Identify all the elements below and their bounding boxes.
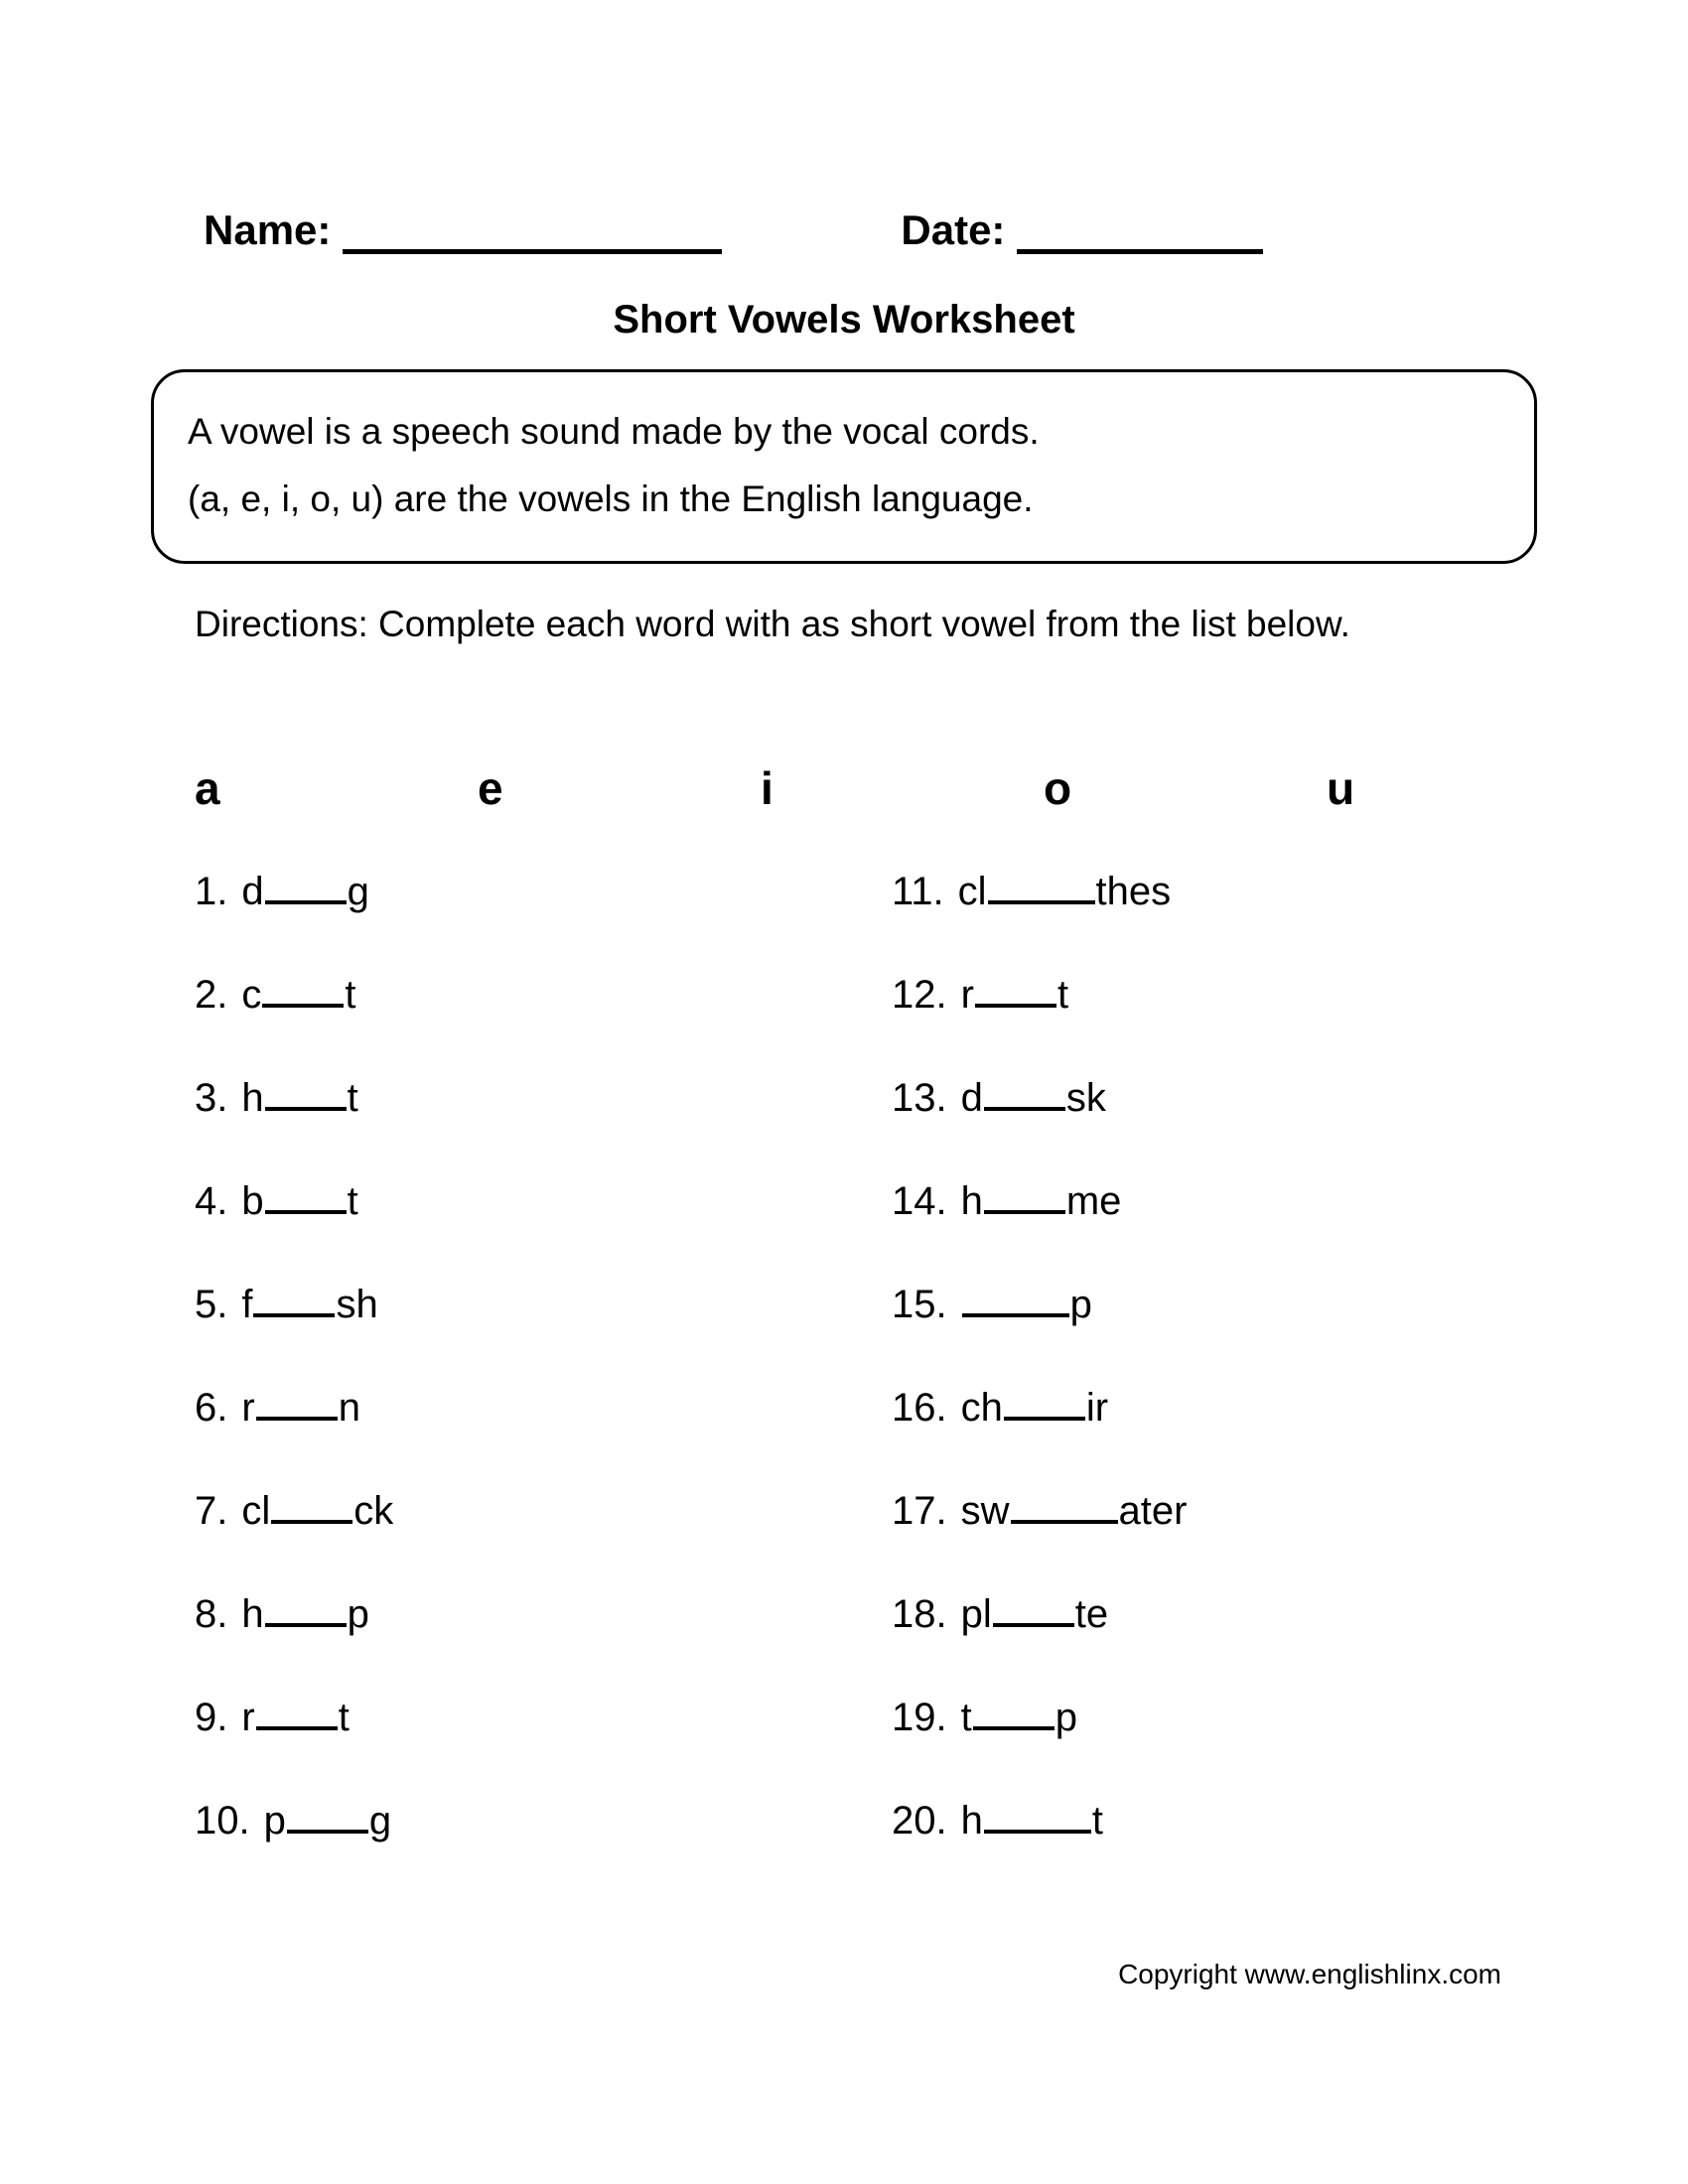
exercise-column-left: [195, 866, 810, 1898]
answer-blank[interactable]: [993, 1597, 1074, 1627]
item-number: 1.: [195, 870, 228, 913]
word-suffix: p: [347, 1592, 369, 1636]
answer-blank[interactable]: [984, 1184, 1065, 1214]
item-number: 15.: [892, 1283, 947, 1326]
word-suffix: ir: [1085, 1386, 1109, 1430]
answer-blank[interactable]: [265, 1184, 347, 1214]
word-prefix: r: [241, 1696, 255, 1739]
date-field-group: [901, 206, 1263, 254]
exercise-item: [892, 866, 1507, 969]
answer-blank[interactable]: [253, 1288, 335, 1317]
item-number: 7.: [195, 1489, 228, 1533]
item-number: 16.: [892, 1386, 947, 1430]
word-prefix: sw: [960, 1489, 1010, 1533]
word-suffix: me: [1065, 1179, 1122, 1223]
word-suffix: t: [345, 973, 356, 1017]
item-word: [961, 1795, 1103, 1846]
exercise-item: [892, 1382, 1507, 1485]
word-suffix: thes: [1095, 870, 1172, 913]
answer-blank[interactable]: [962, 1288, 1069, 1317]
word-prefix: cl: [957, 870, 987, 913]
word-suffix: t: [338, 1696, 350, 1739]
answer-blank[interactable]: [975, 978, 1056, 1008]
exercise-item: [195, 866, 810, 969]
word-prefix: h: [960, 1179, 983, 1223]
item-word: [264, 1795, 392, 1846]
answer-blank[interactable]: [988, 875, 1095, 904]
word-prefix: b: [241, 1179, 264, 1223]
word-prefix: c: [241, 973, 262, 1017]
exercise-item: [195, 1588, 810, 1692]
exercise-item: [195, 1072, 810, 1175]
name-field-group: [204, 206, 722, 254]
word-prefix: p: [263, 1799, 286, 1843]
item-word: [961, 1175, 1122, 1227]
page-title: Short Vowels Worksheet: [613, 298, 1075, 341]
word-prefix: h: [241, 1076, 264, 1120]
exercise-item: [892, 1692, 1507, 1795]
item-number: 6.: [195, 1386, 228, 1430]
word-prefix: d: [241, 870, 264, 913]
item-number: 19.: [892, 1696, 947, 1739]
answer-blank[interactable]: [256, 1701, 338, 1730]
word-suffix: g: [368, 1799, 392, 1843]
item-number: 3.: [195, 1076, 228, 1120]
item-number: 11.: [892, 870, 944, 913]
word-prefix: t: [960, 1696, 972, 1739]
item-number: 10.: [195, 1799, 250, 1843]
item-number: 20.: [892, 1799, 947, 1843]
student-info-header: [204, 195, 1504, 254]
exercise-item: [892, 1795, 1507, 1898]
exercise-item: [195, 1175, 810, 1279]
answer-blank[interactable]: [256, 1391, 338, 1421]
vowel-e: e: [478, 762, 503, 814]
directions-text: Directions: Complete each word with as short vowel from the list below.: [195, 604, 1350, 644]
exercise-item: [195, 1795, 810, 1898]
exercise-item: [195, 1692, 810, 1795]
item-number: 12.: [892, 973, 947, 1017]
word-suffix: n: [338, 1386, 360, 1430]
word-suffix: p: [1055, 1696, 1077, 1739]
item-number: 18.: [892, 1592, 947, 1636]
answer-blank[interactable]: [287, 1804, 368, 1834]
date-input-line[interactable]: [1017, 212, 1263, 254]
answer-blank[interactable]: [265, 1081, 347, 1111]
item-word: [241, 1175, 357, 1227]
item-word: [961, 1279, 1092, 1330]
word-suffix: t: [347, 1179, 358, 1223]
word-suffix: t: [347, 1076, 358, 1120]
exercise-column-right: [892, 866, 1507, 1898]
vowel-o: o: [1044, 762, 1072, 814]
item-word: [241, 1485, 393, 1537]
item-word: [961, 969, 1068, 1021]
exercise-item: [892, 1175, 1507, 1279]
item-word: [241, 1692, 349, 1743]
item-number: 4.: [195, 1179, 228, 1223]
item-word: [961, 1588, 1109, 1640]
exercise-item: [892, 969, 1507, 1072]
word-suffix: t: [1091, 1799, 1103, 1843]
answer-blank[interactable]: [973, 1701, 1055, 1730]
item-word: [961, 1485, 1188, 1537]
word-suffix: sk: [1065, 1076, 1106, 1120]
item-word: [241, 1382, 360, 1433]
word-prefix: pl: [960, 1592, 992, 1636]
item-word: [958, 866, 1172, 917]
exercise-item: [892, 1588, 1507, 1692]
exercise-item: [892, 1279, 1507, 1382]
word-prefix: ch: [960, 1386, 1003, 1430]
word-prefix: h: [960, 1799, 983, 1843]
exercise-item: [195, 969, 810, 1072]
vowel-u: u: [1327, 762, 1355, 814]
item-word: [241, 1279, 377, 1330]
word-prefix: r: [960, 973, 974, 1017]
word-prefix: d: [960, 1076, 983, 1120]
item-word: [241, 1588, 369, 1640]
item-number: 14.: [892, 1179, 947, 1223]
word-prefix: cl: [241, 1489, 271, 1533]
answer-blank[interactable]: [265, 875, 347, 904]
date-label: Date:: [901, 206, 1006, 253]
word-suffix: sh: [336, 1283, 378, 1326]
answer-blank[interactable]: [1004, 1391, 1085, 1421]
word-suffix: t: [1056, 973, 1069, 1017]
item-word: [961, 1382, 1108, 1433]
exercise-item: [195, 1279, 810, 1382]
item-word: [961, 1072, 1106, 1124]
item-word: [241, 866, 369, 917]
item-word: [961, 1692, 1077, 1743]
word-suffix: ater: [1118, 1489, 1188, 1533]
word-suffix: te: [1074, 1592, 1109, 1636]
word-prefix: f: [241, 1283, 253, 1326]
vowel-a: a: [195, 762, 220, 814]
item-word: [241, 969, 355, 1021]
item-number: 9.: [195, 1696, 228, 1739]
exercise-item: [195, 1485, 810, 1588]
word-suffix: p: [1069, 1283, 1092, 1326]
answer-blank[interactable]: [984, 1804, 1091, 1834]
answer-blank[interactable]: [262, 978, 344, 1008]
vowel-key-row: [195, 760, 1386, 816]
item-number: 17.: [892, 1489, 947, 1533]
definition-box: [151, 369, 1537, 564]
vowel-i: i: [761, 762, 774, 814]
item-number: 5.: [195, 1283, 228, 1326]
answer-blank[interactable]: [984, 1081, 1065, 1111]
answer-blank[interactable]: [265, 1597, 347, 1627]
name-label: Name:: [204, 206, 332, 253]
item-number: 8.: [195, 1592, 228, 1636]
item-number: 2.: [195, 973, 228, 1017]
answer-blank[interactable]: [1011, 1494, 1118, 1524]
item-word: [241, 1072, 357, 1124]
item-number: 13.: [892, 1076, 947, 1120]
name-input-line[interactable]: [343, 212, 722, 254]
copyright-footer: Copyright www.englishlinx.com: [1118, 1959, 1501, 1989]
word-suffix: ck: [353, 1489, 394, 1533]
exercise-item: [892, 1072, 1507, 1175]
word-prefix: r: [241, 1386, 255, 1430]
definition-line-1: A vowel is a speech sound made by the vocal cords.: [188, 411, 1040, 452]
word-prefix: h: [241, 1592, 264, 1636]
exercise-item: [195, 1382, 810, 1485]
exercise-columns: [0, 866, 1688, 1938]
answer-blank[interactable]: [271, 1494, 352, 1524]
definition-line-2: (a, e, i, o, u) are the vowels in the English language.: [188, 478, 1034, 519]
exercise-item: [892, 1485, 1507, 1588]
word-suffix: g: [347, 870, 369, 913]
